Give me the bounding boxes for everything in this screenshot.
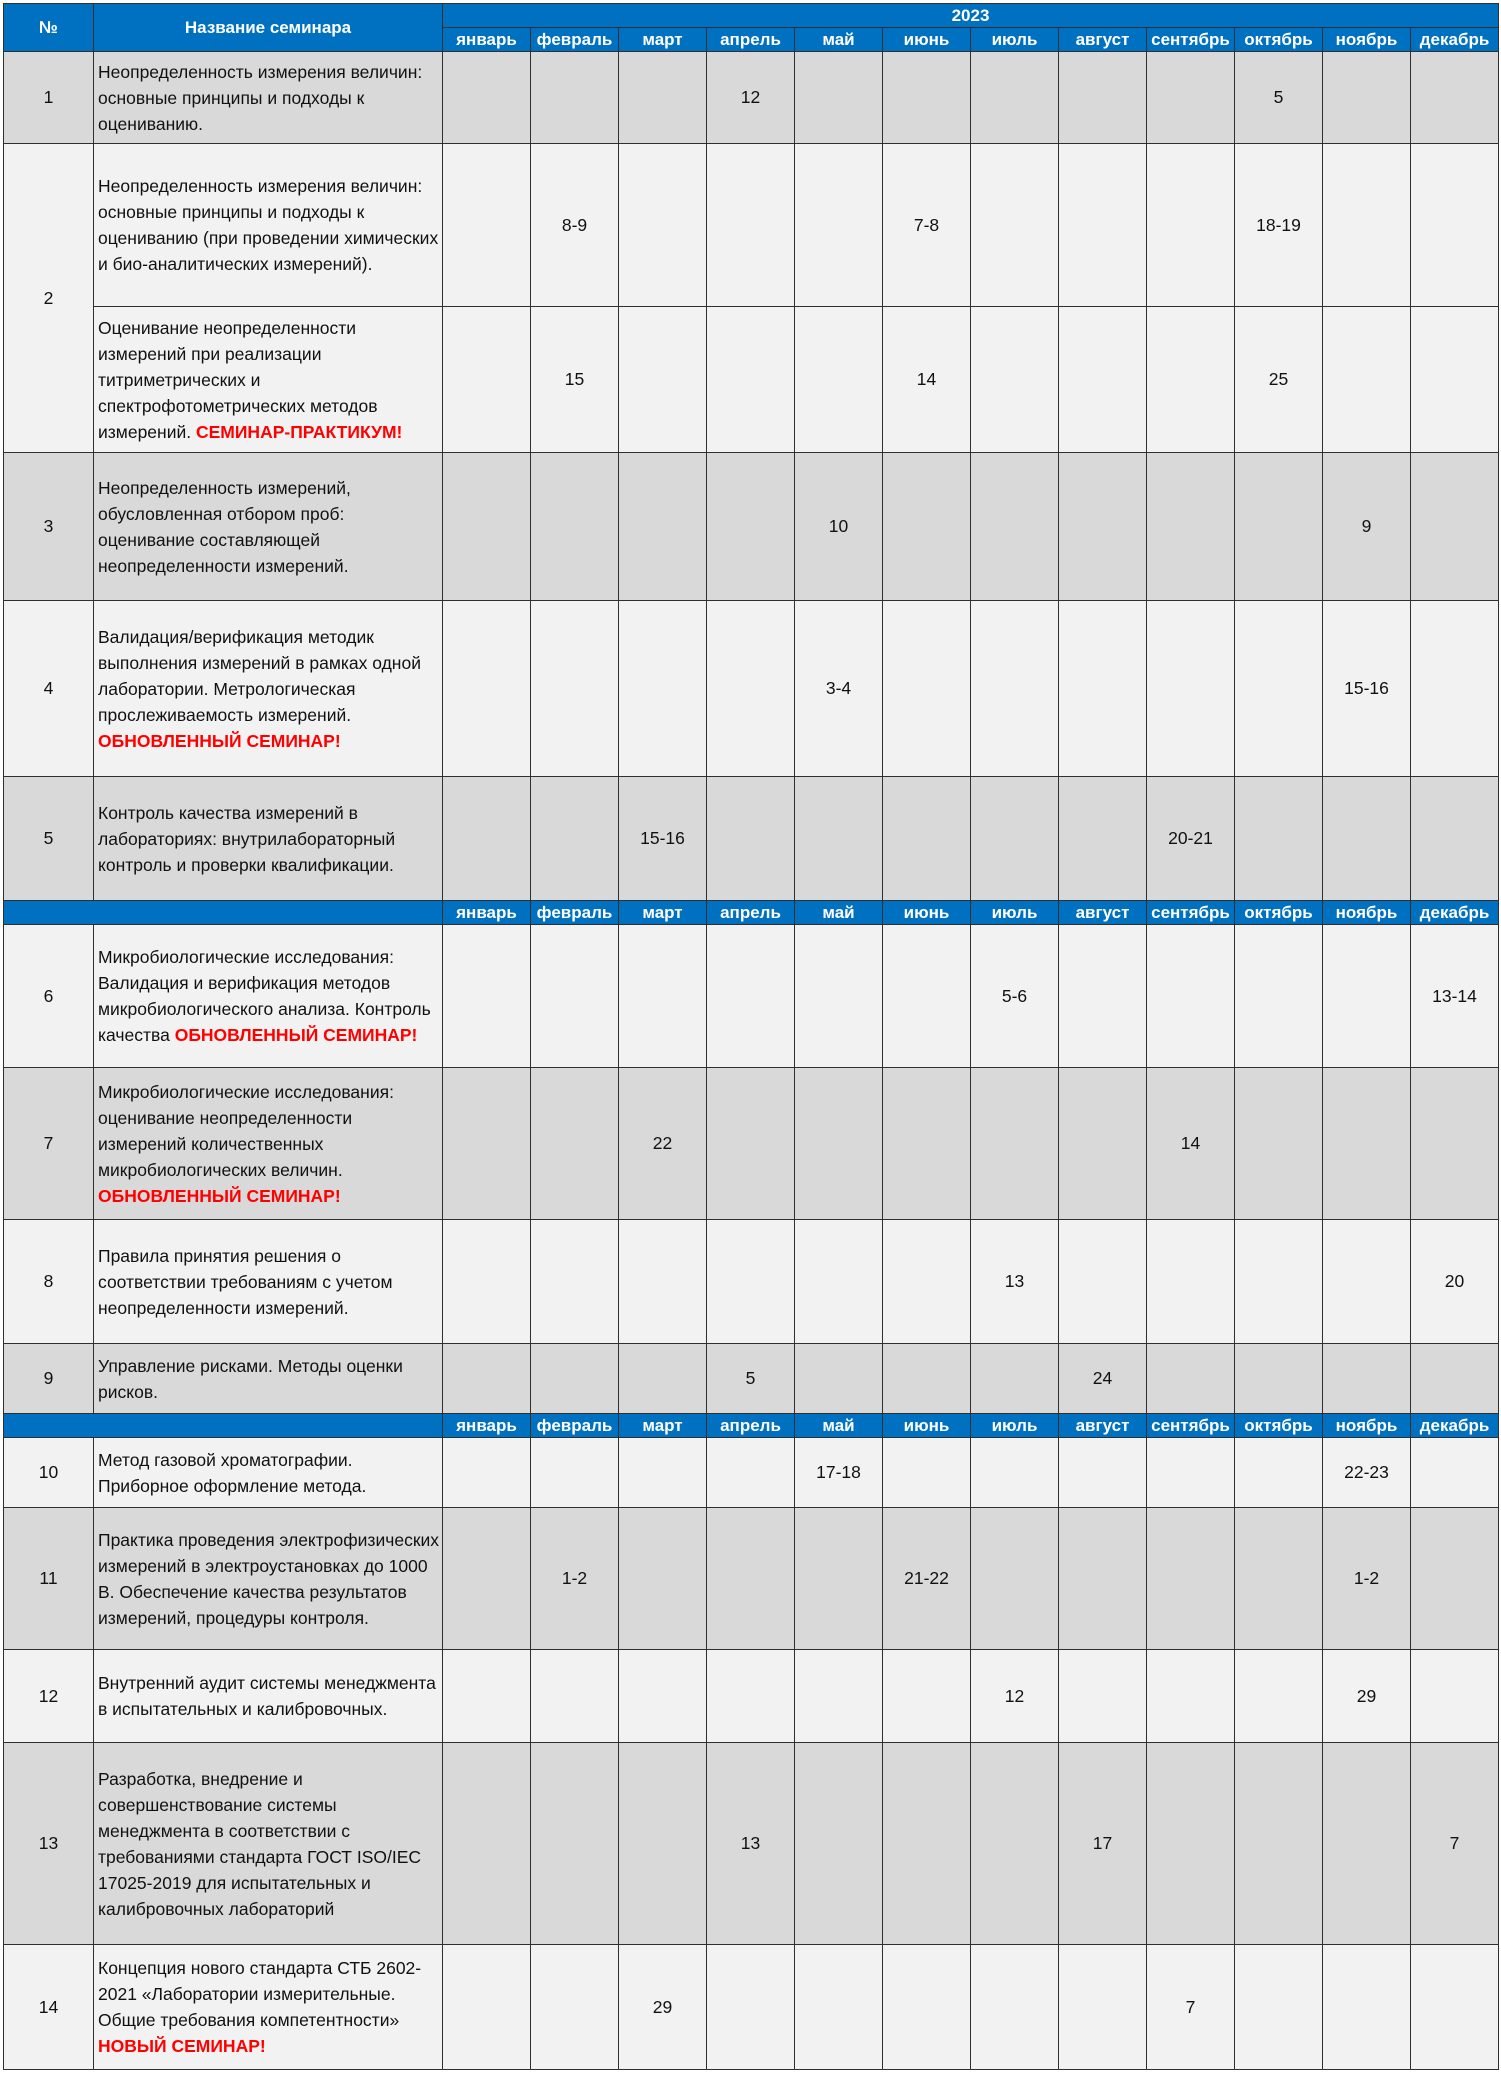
date-cell [1235, 1220, 1323, 1344]
seminar-title-cell [94, 601, 443, 777]
date-cell [1411, 1344, 1499, 1414]
date-cell [443, 1743, 531, 1945]
date-cell [443, 1945, 531, 2070]
date-cell: 22 [619, 1068, 707, 1220]
seminar-title-cell [94, 453, 443, 601]
date-cell [619, 601, 707, 777]
date-cell: 29 [619, 1945, 707, 2070]
date-cell [443, 453, 531, 601]
month-header: декабрь [1411, 28, 1499, 52]
date-cell [531, 925, 619, 1068]
date-cell [1235, 1508, 1323, 1650]
date-cell [883, 1650, 971, 1743]
date-cell [531, 1344, 619, 1414]
seminar-title-cell [94, 1945, 443, 2070]
seminar-name-column-header: Название семинара [94, 4, 443, 52]
seminar-number: 8 [4, 1220, 94, 1344]
seminar-title: Неопределенность измерения величин: основные принципы и подходы к оцениванию (при проведении химических и био-аналитических измерений). [98, 176, 439, 274]
date-cell [1235, 777, 1323, 901]
seminar-badge: ОБНОВЛЕННЫЙ СЕМИНАР! [98, 730, 341, 751]
date-cell [1059, 777, 1147, 901]
date-cell: 29 [1323, 1650, 1411, 1743]
date-cell [1235, 1344, 1323, 1414]
seminar-row [4, 1220, 1499, 1344]
date-cell [1411, 453, 1499, 601]
date-cell: 17-18 [795, 1438, 883, 1508]
date-cell [1059, 1438, 1147, 1508]
date-cell [1411, 1068, 1499, 1220]
date-cell: 9 [1323, 453, 1411, 601]
seminar-title: Микробиологические исследования: Валидация и верификация методов микробиологического анализа. Контроль качества [98, 947, 431, 1045]
seminar-number: 7 [4, 1068, 94, 1220]
month-header: январь [443, 1414, 531, 1438]
month-header: апрель [707, 901, 795, 925]
date-cell [443, 601, 531, 777]
date-cell: 15 [531, 307, 619, 453]
date-cell [883, 453, 971, 601]
date-cell [707, 1068, 795, 1220]
date-cell [795, 777, 883, 901]
date-cell [971, 1438, 1059, 1508]
date-cell [971, 1068, 1059, 1220]
month-header: июнь [883, 901, 971, 925]
date-cell [1059, 1068, 1147, 1220]
date-cell [1147, 144, 1235, 307]
date-cell [1147, 925, 1235, 1068]
date-cell [531, 1743, 619, 1945]
seminar-title-cell [94, 777, 443, 901]
seminar-title-cell [94, 1508, 443, 1650]
date-cell [707, 925, 795, 1068]
date-cell [443, 1650, 531, 1743]
date-cell: 15-16 [1323, 601, 1411, 777]
month-header: июнь [883, 1414, 971, 1438]
seminar-title-cell [94, 1438, 443, 1508]
seminar-schedule-table [3, 3, 1499, 2070]
date-cell [883, 1438, 971, 1508]
date-cell [443, 1438, 531, 1508]
date-cell [443, 777, 531, 901]
date-cell [1411, 144, 1499, 307]
date-cell [1147, 1508, 1235, 1650]
date-cell [707, 453, 795, 601]
seminar-title: Правила принятия решения о соответствии требованиям с учетом неопределенности измерений. [98, 1245, 393, 1318]
month-header-row [4, 1414, 1499, 1438]
seminar-title: Практика проведения электрофизических измерений в электроустановках до 1000 В. Обеспечение качества результатов измерений, процедуры контроля. [98, 1529, 440, 1628]
seminar-row [4, 1344, 1499, 1414]
date-cell [707, 1220, 795, 1344]
seminar-title-cell [94, 1650, 443, 1743]
month-header: ноябрь [1323, 901, 1411, 925]
date-cell [1323, 777, 1411, 901]
date-cell: 14 [1147, 1068, 1235, 1220]
date-cell [883, 601, 971, 777]
month-header: июль [971, 901, 1059, 925]
date-cell [1235, 1068, 1323, 1220]
seminar-badge: ОБНОВЛЕННЫЙ СЕМИНАР! [174, 1025, 418, 1045]
date-cell [1235, 1945, 1323, 2070]
seminar-title: Микробиологические исследования: оценивание неопределенности измерений количественных микробиологических величин. [98, 1081, 394, 1180]
month-header: апрель [707, 1414, 795, 1438]
date-cell [1235, 1743, 1323, 1945]
month-header: март [619, 901, 707, 925]
seminar-number: 9 [4, 1344, 94, 1414]
seminar-title: Метод газовой хроматографии. Приборное оформление метода. [98, 1449, 367, 1496]
date-cell [1147, 52, 1235, 144]
seminar-row [4, 777, 1499, 901]
date-cell: 22-23 [1323, 1438, 1411, 1508]
date-cell [795, 144, 883, 307]
date-cell [619, 144, 707, 307]
seminar-row [4, 1068, 1499, 1220]
date-cell [619, 52, 707, 144]
seminar-number: 11 [4, 1508, 94, 1650]
seminar-row [4, 307, 1499, 453]
seminar-title: Контроль качества измерений в лабораториях: внутрилабораторный контроль и проверки квалификации. [98, 802, 396, 875]
seminar-title: Неопределенность измерения величин: основные принципы и подходы к оцениванию. [98, 61, 423, 134]
month-header: ноябрь [1323, 28, 1411, 52]
seminar-number: 2 [4, 144, 94, 453]
month-header: февраль [531, 1414, 619, 1438]
date-cell [971, 1344, 1059, 1414]
date-cell [1059, 1508, 1147, 1650]
seminar-title-cell [94, 925, 443, 1068]
date-cell [619, 307, 707, 453]
date-cell [1411, 601, 1499, 777]
date-cell [1323, 1743, 1411, 1945]
year-header-row [4, 4, 1499, 28]
month-header: октябрь [1235, 901, 1323, 925]
date-cell [531, 1068, 619, 1220]
seminar-number: 4 [4, 601, 94, 777]
month-header: январь [443, 28, 531, 52]
date-cell: 13 [707, 1743, 795, 1945]
date-cell: 1-2 [531, 1508, 619, 1650]
seminar-number: 1 [4, 52, 94, 144]
date-cell [707, 1438, 795, 1508]
date-cell [883, 1743, 971, 1945]
date-cell [1059, 1220, 1147, 1344]
date-cell [707, 601, 795, 777]
date-cell [971, 307, 1059, 453]
date-cell [1235, 1438, 1323, 1508]
date-cell [1411, 1438, 1499, 1508]
date-cell [531, 453, 619, 601]
date-cell [1147, 1438, 1235, 1508]
date-cell [1323, 144, 1411, 307]
date-cell: 12 [971, 1650, 1059, 1743]
year-header: 2023 [443, 4, 1499, 28]
date-cell: 20-21 [1147, 777, 1235, 901]
month-header: май [795, 28, 883, 52]
date-cell [1323, 307, 1411, 453]
date-cell [883, 1344, 971, 1414]
seminar-row [4, 1743, 1499, 1945]
date-cell [1411, 1650, 1499, 1743]
date-cell [1059, 925, 1147, 1068]
date-cell [795, 925, 883, 1068]
date-cell [971, 777, 1059, 901]
date-cell [619, 925, 707, 1068]
date-cell: 25 [1235, 307, 1323, 453]
date-cell [443, 1508, 531, 1650]
month-header: ноябрь [1323, 1414, 1411, 1438]
date-cell [971, 1945, 1059, 2070]
date-cell [443, 1068, 531, 1220]
month-header: октябрь [1235, 1414, 1323, 1438]
seminar-badge: ОБНОВЛЕННЫЙ СЕМИНАР! [98, 1185, 341, 1206]
date-cell: 5 [707, 1344, 795, 1414]
seminar-row [4, 601, 1499, 777]
seminar-number: 12 [4, 1650, 94, 1743]
date-cell: 8-9 [531, 144, 619, 307]
date-cell [1059, 1650, 1147, 1743]
seminar-number: 13 [4, 1743, 94, 1945]
date-cell [531, 1650, 619, 1743]
seminar-row [4, 925, 1499, 1068]
date-cell [443, 52, 531, 144]
month-header: октябрь [1235, 28, 1323, 52]
date-cell [883, 52, 971, 144]
seminar-title: Валидация/верификация методик выполнения измерений в рамках одной лаборатории. Метрологическая прослеживаемость измерений. [98, 626, 421, 725]
date-cell [795, 1743, 883, 1945]
date-cell [707, 777, 795, 901]
date-cell [531, 52, 619, 144]
seminar-number: 5 [4, 777, 94, 901]
date-cell [531, 1945, 619, 2070]
date-cell [1147, 453, 1235, 601]
date-cell [1059, 1945, 1147, 2070]
date-cell [619, 453, 707, 601]
date-cell [1059, 307, 1147, 453]
date-cell [1147, 307, 1235, 453]
date-cell [1323, 1220, 1411, 1344]
seminar-title: Управление рисками. Методы оценки рисков. [98, 1355, 403, 1402]
date-cell [795, 1650, 883, 1743]
seminar-title-cell [94, 307, 443, 453]
number-column-header: № [4, 4, 94, 52]
date-cell [1411, 1508, 1499, 1650]
month-header-row [4, 901, 1499, 925]
date-cell: 21-22 [883, 1508, 971, 1650]
date-cell: 17 [1059, 1743, 1147, 1945]
date-cell [531, 777, 619, 901]
date-cell [971, 453, 1059, 601]
date-cell [707, 144, 795, 307]
date-cell [1323, 1945, 1411, 2070]
date-cell: 7 [1411, 1743, 1499, 1945]
seminar-number: 6 [4, 925, 94, 1068]
date-cell: 7-8 [883, 144, 971, 307]
date-cell [1411, 1945, 1499, 2070]
date-cell [795, 1220, 883, 1344]
date-cell [619, 1508, 707, 1650]
date-cell: 15-16 [619, 777, 707, 901]
seminar-badge: СЕМИНАР-ПРАКТИКУМ! [195, 421, 403, 442]
seminar-number: 3 [4, 453, 94, 601]
seminar-number: 10 [4, 1438, 94, 1508]
date-cell [443, 925, 531, 1068]
month-header: сентябрь [1147, 901, 1235, 925]
seminar-title: Оценивание неопределенности измерений при реализации титриметрических и спектрофотометрических методов измерений. [98, 317, 378, 442]
date-cell [883, 777, 971, 901]
date-cell: 1-2 [1323, 1508, 1411, 1650]
date-cell [443, 1344, 531, 1414]
date-cell [707, 307, 795, 453]
month-header: март [619, 1414, 707, 1438]
date-cell: 7 [1147, 1945, 1235, 2070]
month-header: май [795, 1414, 883, 1438]
date-cell [971, 1743, 1059, 1945]
month-header: январь [443, 901, 531, 925]
seminar-title-cell [94, 52, 443, 144]
date-cell: 13-14 [1411, 925, 1499, 1068]
seminar-title: Концепция нового стандарта СТБ 2602-2021 «Лаборатории измерительные. Общие требования компетентности» [98, 1958, 422, 2030]
month-header: июль [971, 28, 1059, 52]
seminar-title-cell [94, 1068, 443, 1220]
month-header-spacer [4, 1414, 443, 1438]
date-cell [883, 1945, 971, 2070]
date-cell [1147, 601, 1235, 777]
seminar-title-cell [94, 1344, 443, 1414]
date-cell [707, 1945, 795, 2070]
date-cell: 12 [707, 52, 795, 144]
date-cell [1235, 925, 1323, 1068]
date-cell [531, 601, 619, 777]
month-header: февраль [531, 28, 619, 52]
month-header: июль [971, 1414, 1059, 1438]
date-cell [1323, 52, 1411, 144]
date-cell [707, 1650, 795, 1743]
seminar-number: 14 [4, 1945, 94, 2070]
seminar-row [4, 144, 1499, 307]
month-header: июнь [883, 28, 971, 52]
seminar-title-cell [94, 1743, 443, 1945]
date-cell [1147, 1650, 1235, 1743]
month-header: февраль [531, 901, 619, 925]
seminar-row [4, 1508, 1499, 1650]
date-cell [619, 1438, 707, 1508]
month-header-spacer [4, 901, 443, 925]
date-cell [1147, 1220, 1235, 1344]
date-cell [531, 1220, 619, 1344]
month-header: март [619, 28, 707, 52]
date-cell: 5-6 [971, 925, 1059, 1068]
date-cell [1059, 52, 1147, 144]
date-cell [1235, 601, 1323, 777]
date-cell [883, 1220, 971, 1344]
date-cell [619, 1220, 707, 1344]
date-cell [883, 925, 971, 1068]
date-cell: 13 [971, 1220, 1059, 1344]
date-cell [1323, 925, 1411, 1068]
date-cell [795, 1344, 883, 1414]
date-cell [1147, 1344, 1235, 1414]
date-cell: 18-19 [1235, 144, 1323, 307]
seminar-row [4, 1438, 1499, 1508]
date-cell [619, 1650, 707, 1743]
month-header: май [795, 901, 883, 925]
date-cell [1059, 453, 1147, 601]
date-cell: 10 [795, 453, 883, 601]
date-cell [1235, 453, 1323, 601]
date-cell [1059, 144, 1147, 307]
date-cell [795, 307, 883, 453]
date-cell [1235, 1650, 1323, 1743]
date-cell [795, 1945, 883, 2070]
seminar-title: Разработка, внедрение и совершенствование системы менеджмента в соответствии с требованиями стандарта ГОСТ ISO/IEC 17025-2019 для испытательных и калибровочных лабораторий [98, 1768, 422, 1919]
date-cell [531, 1438, 619, 1508]
seminar-row [4, 1650, 1499, 1743]
seminar-title-cell [94, 1220, 443, 1344]
date-cell [795, 52, 883, 144]
date-cell [443, 144, 531, 307]
seminar-badge: НОВЫЙ СЕМИНАР! [98, 2036, 266, 2056]
seminar-title: Внутренний аудит системы менеджмента в испытательных и калибровочных. [98, 1673, 436, 1719]
date-cell [795, 1508, 883, 1650]
date-cell [1411, 777, 1499, 901]
date-cell [971, 1508, 1059, 1650]
date-cell [1411, 307, 1499, 453]
month-header: декабрь [1411, 901, 1499, 925]
month-header: сентябрь [1147, 1414, 1235, 1438]
seminar-title-cell [94, 144, 443, 307]
date-cell [971, 601, 1059, 777]
date-cell [1059, 601, 1147, 777]
date-cell [883, 1068, 971, 1220]
seminar-row [4, 1945, 1499, 2070]
date-cell [443, 307, 531, 453]
date-cell [619, 1344, 707, 1414]
date-cell: 5 [1235, 52, 1323, 144]
month-header: сентябрь [1147, 28, 1235, 52]
date-cell [971, 52, 1059, 144]
date-cell [1323, 1344, 1411, 1414]
month-header: август [1059, 901, 1147, 925]
date-cell [795, 1068, 883, 1220]
month-header: август [1059, 1414, 1147, 1438]
date-cell: 14 [883, 307, 971, 453]
date-cell [1411, 52, 1499, 144]
date-cell: 24 [1059, 1344, 1147, 1414]
date-cell: 20 [1411, 1220, 1499, 1344]
date-cell [443, 1220, 531, 1344]
date-cell [1323, 1068, 1411, 1220]
date-cell [1147, 1743, 1235, 1945]
seminar-row [4, 453, 1499, 601]
month-header: август [1059, 28, 1147, 52]
month-header: декабрь [1411, 1414, 1499, 1438]
date-cell [971, 144, 1059, 307]
date-cell [619, 1743, 707, 1945]
date-cell: 3-4 [795, 601, 883, 777]
date-cell [707, 1508, 795, 1650]
seminar-title: Неопределенность измерений, обусловленная отбором проб: оценивание составляющей неопределенности измерений. [98, 477, 351, 576]
month-header: апрель [707, 28, 795, 52]
seminar-row [4, 52, 1499, 144]
